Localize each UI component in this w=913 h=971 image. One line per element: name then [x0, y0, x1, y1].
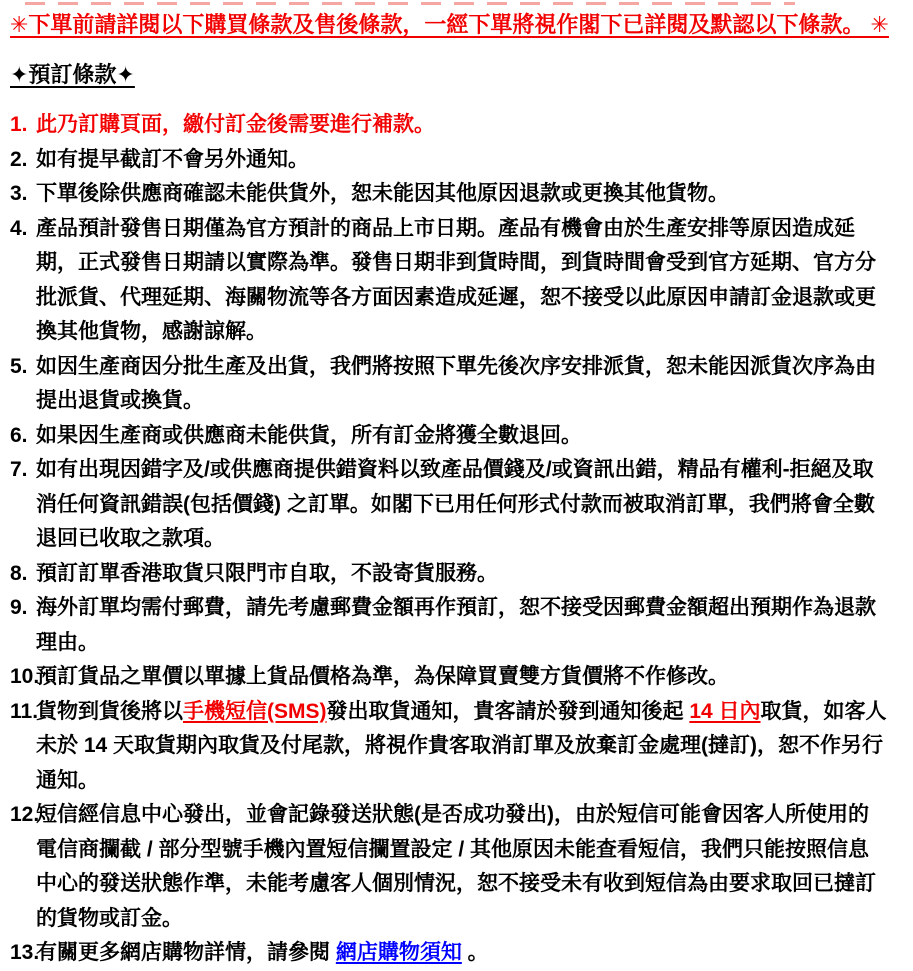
term-number: 9.: [10, 596, 28, 619]
highlighted-red-text: 手機短信(SMS): [183, 699, 327, 723]
term-item-5: [10, 350, 887, 419]
term-item-6: [10, 419, 887, 454]
term-text: 。: [461, 941, 489, 964]
store-shopping-guide-link[interactable]: 網店購物須知: [335, 941, 462, 964]
terms-list: [10, 108, 887, 971]
term-item-1: [10, 108, 887, 143]
term-number: 11.: [10, 699, 39, 723]
term-text: 如果因生產商或供應商未能供貨，所有訂金將獲全數退回。: [36, 423, 582, 447]
term-item-13: [10, 936, 887, 971]
term-item-10: [10, 660, 887, 695]
term-text: 預訂訂單香港取貨只限門市自取，不設寄貨服務。: [36, 561, 498, 585]
term-item-4: [10, 212, 887, 350]
term-number: 13.: [10, 941, 40, 964]
term-item-8: [10, 557, 887, 592]
term-item-11: [10, 695, 887, 799]
preorder-terms-heading: ✦預訂條款✦: [10, 62, 135, 87]
cropped-red-text-remnant: [25, 2, 795, 5]
term-number: 10.: [10, 665, 40, 688]
term-text: 貨物到貨後將以: [36, 699, 183, 723]
term-item-3: [10, 177, 887, 212]
term-text: 有關更多網店購物詳情，請參閱: [36, 941, 336, 964]
term-text: 短信經信息中心發出，並會記錄發送狀態(是否成功發出)，由於短信可能會因客人所使用的電信商攔截 / 部分型號手機內置短信攔置設定 / 其他原因未能查看短信，我們只能按照信息中心的發送狀態作準，未能考慮客人個別情況，恕不接受未有收到短信為由要求取回已撻訂的貨物或訂金。: [36, 803, 876, 930]
term-number: 3.: [10, 182, 28, 205]
term-number: 12.: [10, 803, 40, 826]
term-text: 產品預計發售日期僅為官方預計的商品上市日期。產品有機會由於生產安排等原因造成延期，正式發售日期請以實際為準。發售日期非到貨時間，到貨時間會受到官方延期、官方分批派貨、代理延期、海關物流等各方面因素造成延遲，恕不接受以此原因申請訂金退款或更換其他貨物，感謝諒解。: [36, 216, 876, 343]
purchase-terms-warning: ✳下單前請詳閱以下購買條款及售後條款，一經下單將視作閣下已詳閱及默認以下條款。 ✳: [10, 12, 889, 37]
term-number: 2.: [10, 147, 28, 171]
term-text: 此乃訂購頁面，繳付訂金後需要進行補款。: [36, 113, 435, 136]
term-number: 8.: [10, 561, 28, 585]
highlighted-red-text: 14 日內: [689, 699, 761, 723]
term-number: 6.: [10, 423, 28, 447]
term-number: 5.: [10, 354, 28, 378]
term-text: 如有出現因錯字及/或供應商提供錯資料以致產品價錢及/或資訊出錯，精品有權利-拒絕及取消任何資訊錯誤(包括價錢) 之訂單。如閣下已用任何形式付款而被取消訂單，我們將會全數退回已收取之款項。: [36, 458, 875, 550]
term-number: 4.: [10, 216, 28, 240]
term-text: 取貨，如客人未於 14 天取貨期內取貨及付尾款，將視作貴客取消訂單及放棄訂金處理(撻訂)，恕不作另行通知。: [36, 699, 887, 792]
term-text: 發出取貨通知，貴客請於發到通知後起: [326, 699, 690, 723]
term-text: 如因生產商因分批生產及出貨，我們將按照下單先後次序安排派貨，恕未能因派貨次序為由提出退貨或換貨。: [36, 354, 876, 412]
term-text: 下單後除供應商確認未能供貨外，恕未能因其他原因退款或更換其他貨物。: [36, 182, 729, 205]
term-text: 海外訂單均需付郵費，請先考慮郵費金額再作預訂，恕不接受因郵費金額超出預期作為退款理由。: [36, 596, 876, 654]
term-text: 如有提早截訂不會另外通知。: [36, 147, 309, 171]
term-number: 7.: [10, 458, 28, 481]
term-item-9: [10, 591, 887, 660]
term-item-2: [10, 143, 887, 178]
term-number: 1.: [10, 113, 28, 136]
term-item-12: [10, 798, 887, 936]
term-text: 預訂貨品之單價以單據上貨品價格為準，為保障買賣雙方貨價將不作修改。: [36, 665, 729, 688]
term-item-7: [10, 453, 887, 557]
